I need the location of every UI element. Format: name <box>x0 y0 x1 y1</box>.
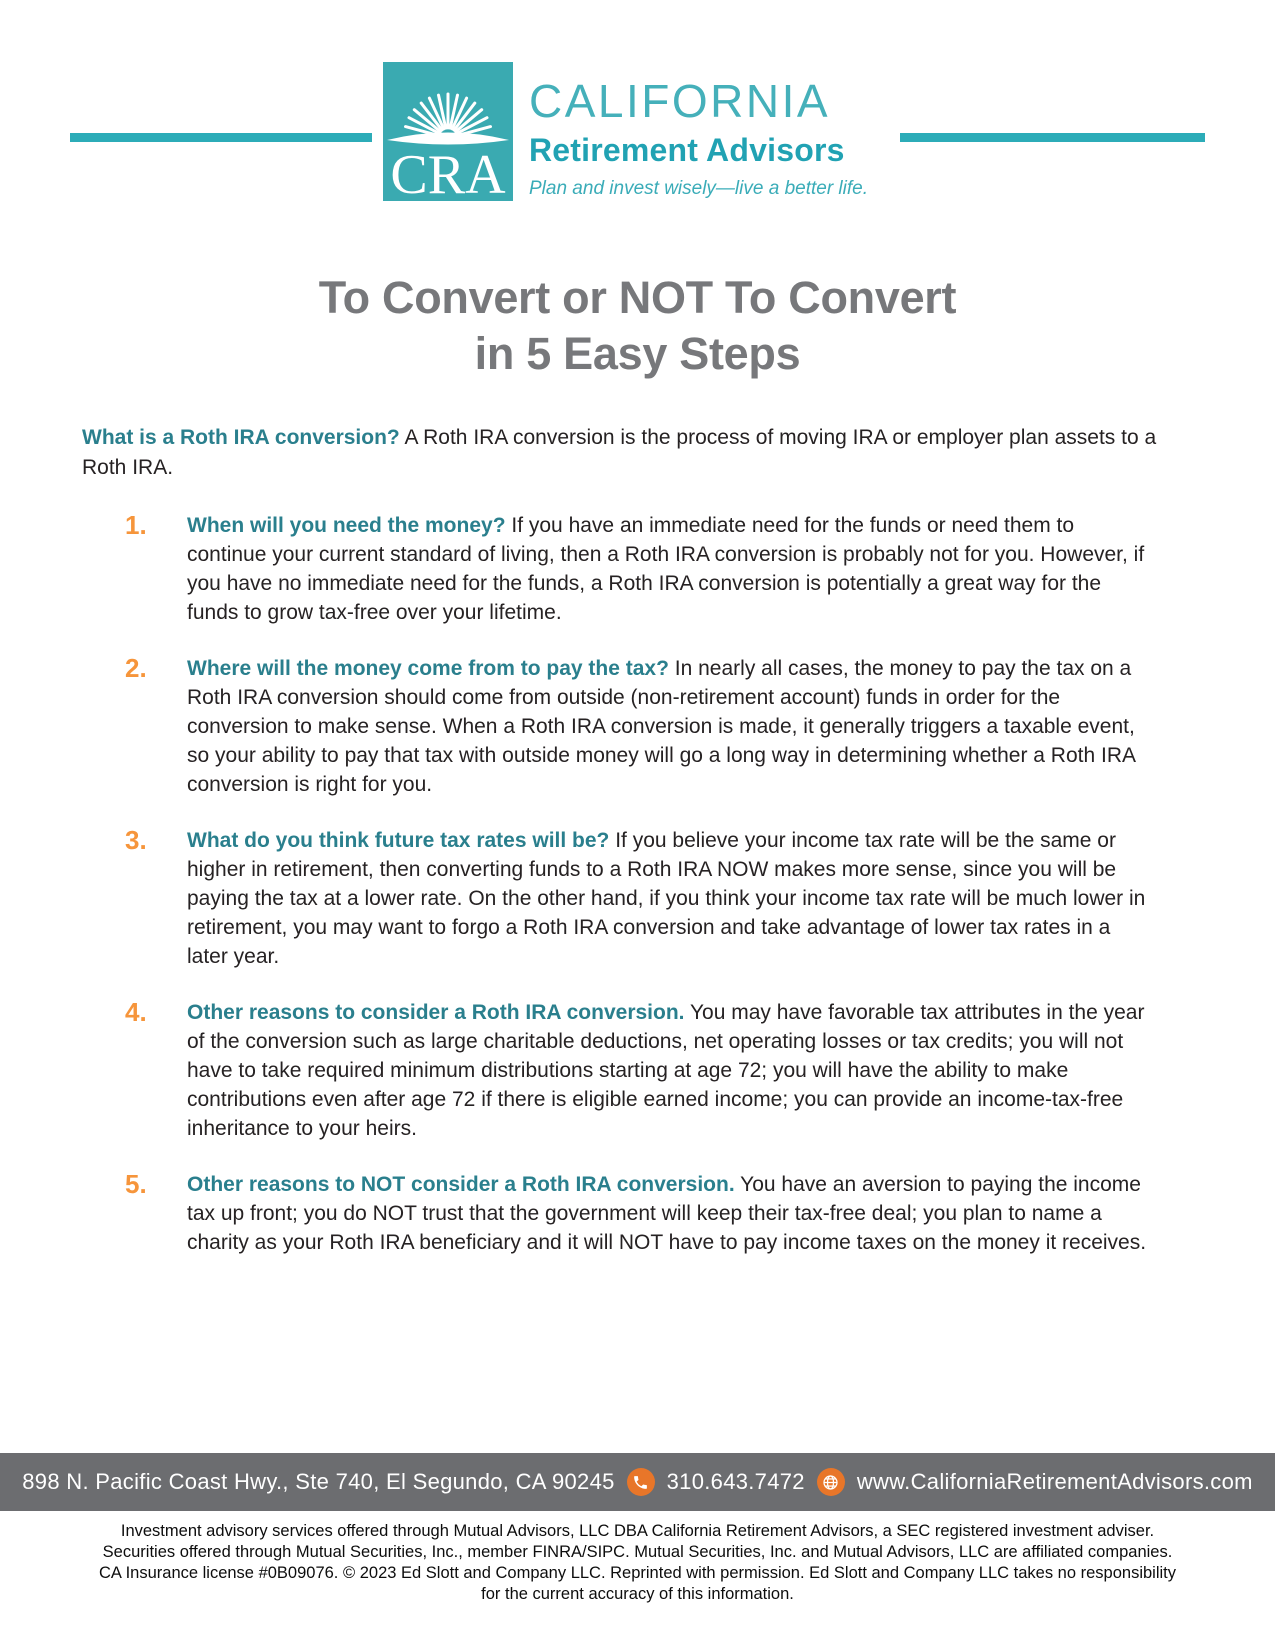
footer-website[interactable]: www.CaliforniaRetirementAdvisors.com <box>856 1469 1253 1494</box>
logo-acronym: CRA <box>390 144 506 201</box>
header-rule-right <box>900 133 1205 142</box>
step-description: In nearly all cases, the money to pay the tax on a Roth IRA conversion should come from outside (non-retirement account) funds in order for the conversion to make sense. When a Roth IRA conversion is made, it generally triggers a taxable event, so your ability to pay that tax with outside money will go a long way in determining whether a Roth IRA conversion is right for you. <box>187 657 1135 796</box>
step-question: When will you need the money? <box>187 514 506 537</box>
step-item-4 <box>125 998 1151 1143</box>
step-item-3 <box>125 826 1151 971</box>
step-item-5 <box>125 1170 1151 1257</box>
step-number: 2. <box>125 653 147 683</box>
disclaimer-text: Investment advisory services offered through Mutual Advisors, LLC DBA California Retirement Advisors, a SEC registered investment adviser. Securities offered through Mutual Securities, Inc., member FINRA/SIPC. Mutual Securities, Inc. and Mutual Advisors, LLC are affiliated companies. CA Insurance license #0B09076. © 2023 Ed Slott and Company LLC. Reprinted with permission. Ed Slott and Company LLC takes no responsibility for the current accuracy of this information. <box>98 1522 1176 1603</box>
brand-name: CALIFORNIA <box>529 75 831 127</box>
step-number: 1. <box>125 510 147 540</box>
step-description: If you have an immediate need for the funds or need them to continue your current standard of living, then a Roth IRA conversion is probably not for you. However, if you have no immediate need for the funds, a Roth IRA conversion is potentially a great way for the funds to grow tax-free over your lifetime. <box>187 514 1145 624</box>
step-question: What do you think future tax rates will be? <box>187 829 610 852</box>
step-question: Other reasons to consider a Roth IRA conversion. <box>187 1001 685 1024</box>
footer-contact-bar <box>0 1453 1275 1511</box>
page-title-line1: To Convert or NOT To Convert <box>318 272 957 323</box>
step-number: 3. <box>125 825 147 855</box>
intro-paragraph <box>82 423 1158 483</box>
globe-icon <box>817 1468 845 1496</box>
sunrise-icon <box>383 62 513 201</box>
step-question: Other reasons to NOT consider a Roth IRA conversion. <box>187 1173 735 1196</box>
brand-tagline: Plan and invest wisely—live a better life. <box>529 178 868 199</box>
step-number: 5. <box>125 1169 147 1199</box>
page-title <box>0 270 1275 382</box>
header-rule-left <box>70 133 372 142</box>
brand-block <box>529 76 868 200</box>
step-item-1 <box>125 511 1151 627</box>
step-body <box>187 998 1151 1143</box>
brand-subtitle: Retirement Advisors <box>529 132 845 168</box>
steps-list <box>125 511 1151 1284</box>
intro-text: A Roth IRA conversion is the process of moving IRA or employer plan assets to a Roth IRA. <box>82 426 1157 479</box>
step-body <box>187 654 1151 799</box>
phone-icon <box>627 1468 655 1496</box>
step-number: 4. <box>125 997 147 1027</box>
step-description: You have an aversion to paying the income tax up front; you do NOT trust that the government will keep their tax-free deal; you plan to name a charity as your Roth IRA beneficiary and it will NOT have to pay income taxes on the money it receives. <box>187 1173 1147 1254</box>
step-item-2 <box>125 654 1151 799</box>
footer-address: 898 N. Pacific Coast Hwy., Ste 740, El Segundo, CA 90245 <box>22 1469 615 1494</box>
intro-question: What is a Roth IRA conversion? <box>82 426 400 449</box>
page-title-line2: in 5 Easy Steps <box>474 328 801 379</box>
step-body <box>187 1170 1151 1257</box>
footer-phone: 310.643.7472 <box>666 1469 805 1494</box>
step-body <box>187 511 1151 627</box>
step-description: You may have favorable tax attributes in the year of the conversion such as large charitable deductions, net operating losses or tax credits; you will not have to take required minimum distributions starting at age 72; you will have the ability to make contributions even after age 72 if there is eligible earned income; you can provide an income-tax-free inheritance to your heirs. <box>187 1001 1145 1140</box>
cra-logo <box>383 62 513 201</box>
step-body <box>187 826 1151 971</box>
step-question: Where will the money come from to pay the tax? <box>187 657 669 680</box>
step-description: If you believe your income tax rate will be the same or higher in retirement, then converting funds to a Roth IRA NOW makes more sense, since you will be paying the tax at a lower rate. On the other hand, if you think your income tax rate will be much lower in retirement, you may want to forgo a Roth IRA conversion and take advantage of lower tax rates in a later year. <box>187 829 1146 968</box>
